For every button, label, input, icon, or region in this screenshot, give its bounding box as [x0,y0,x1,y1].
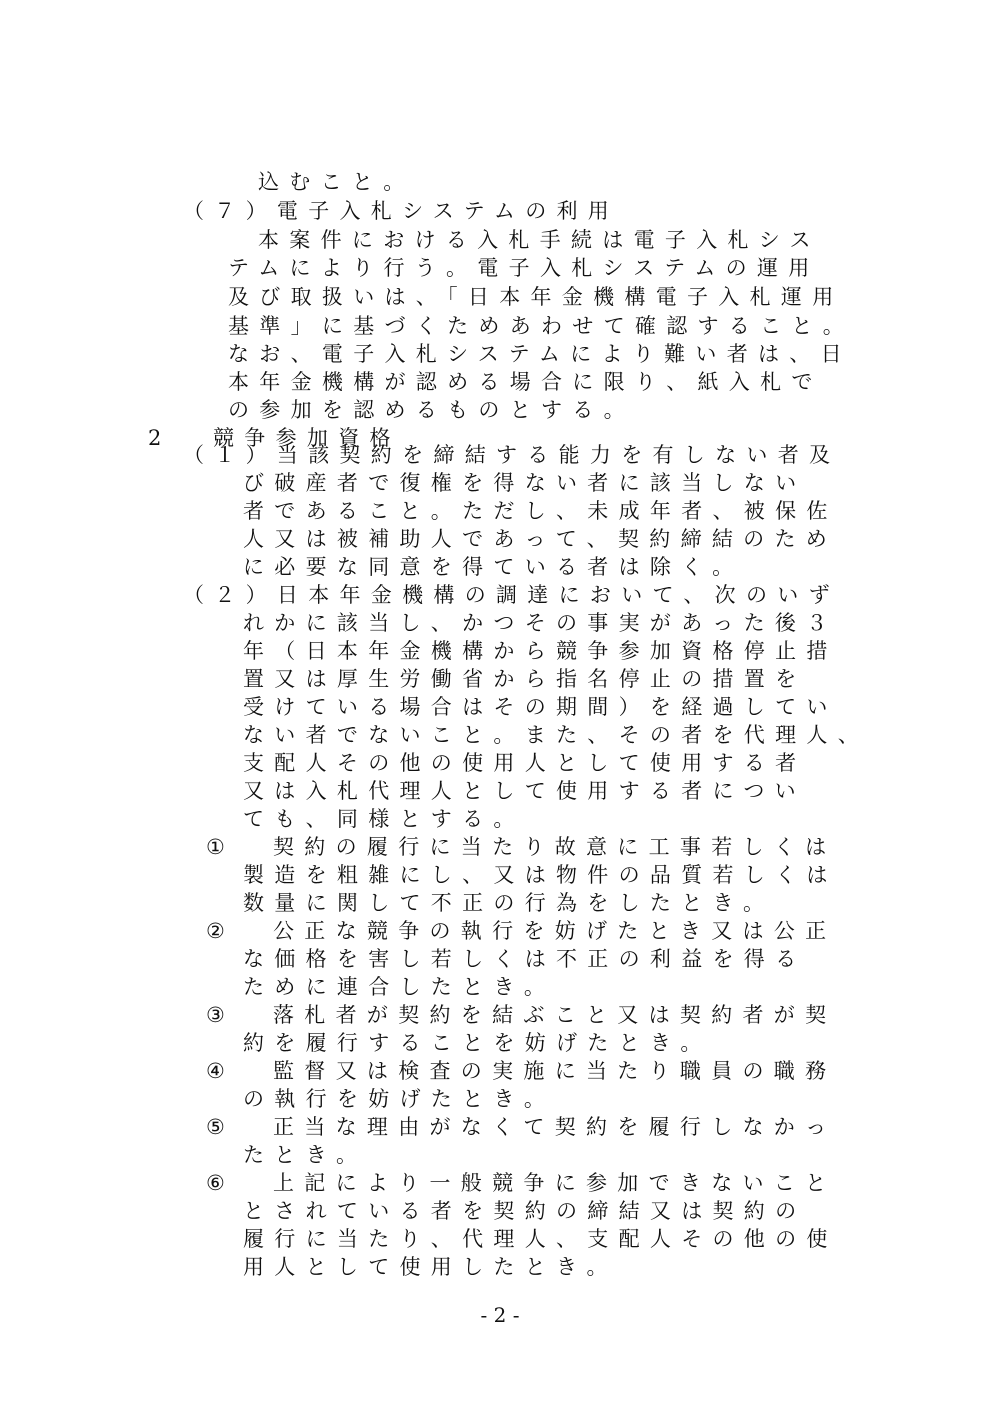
text-line: の参加を認めるものとする。 [228,398,635,422]
text-line: 契約の履行に当たり故意に工事若しくは [273,835,837,859]
text-line: たとき。 [243,1143,368,1167]
page-number: - 2 - [480,1303,520,1327]
item-marker-1: ① [206,835,225,859]
text-line: な価格を害し若しくは不正の利益を得る [243,947,807,971]
text-line: 又は入札代理人として使用する者につい [243,779,806,803]
text-line: 本案件における入札手続は電子入札シス [258,228,821,252]
text-line: 本年金機構が認める場合に限り、紙入札で [228,370,823,394]
subsection-heading-7: （７）電子入札システムの利用 [183,199,620,223]
section-heading: 競争参加資格 [213,426,401,450]
text-line: 用人として使用したとき。 [243,1255,618,1279]
section-number: 2 [148,426,162,450]
text-line: 監督又は検査の実施に当たり職員の職務 [273,1059,837,1083]
text-line: に必要な同意を得ている者は除く。 [243,555,744,579]
text-line: 及び取扱いは、「日本年金機構電子入札運用 [228,285,844,309]
item-marker-4: ④ [206,1059,225,1083]
text-line: 受けている場合はその期間）を経過してい [243,695,838,719]
item-marker-2: ② [206,919,225,943]
text-line: ために連合したとき。 [243,975,556,999]
subsection-heading-2: （２）日本年金機構の調達において、次のいず [183,583,840,607]
text-line: とされている者を契約の締結又は契約の [243,1199,807,1223]
text-line: なお、電子入札システムにより難い者は、日 [228,342,852,366]
text-line: 置又は厚生労働省から指名停止の措置を [243,667,807,691]
item-marker-3: ③ [206,1003,225,1027]
text-line: 数量に関して不正の行為をしたとき。 [243,891,775,915]
text-line: 正当な理由がなくて契約を履行しなかっ [273,1115,837,1139]
text-line: 支配人その他の使用人として使用する者 [243,751,807,775]
text-line: 者であること。ただし、未成年者、被保佐 [243,499,838,523]
text-line: 落札者が契約を結ぶこと又は契約者が契 [273,1003,837,1027]
text-line: れかに該当し、かつその事実があった後３ [243,611,838,635]
text-line: 公正な競争の執行を妨げたとき又は公正 [273,919,837,943]
text-line: 年（日本年金機構から競争参加資格停止措 [243,639,838,663]
text-line: び破産者で復権を得ない者に該当しない [243,471,807,495]
text-line: ない者でないこと。また、その者を代理人、 [243,723,869,747]
text-line: ても、同様とする。 [243,807,525,831]
item-marker-5: ⑤ [206,1115,225,1139]
item-marker-6: ⑥ [206,1171,225,1195]
text-line: の執行を妨げたとき。 [243,1087,556,1111]
text-line: 約を履行することを妨げたとき。 [243,1031,712,1055]
subsection-heading-1: （１）当該契約を締結する能力を有しない者及 [183,443,841,467]
text-line: 基準」に基づくためあわせて確認すること。 [228,314,854,338]
text-line: 込むこと。 [258,170,415,194]
text-line: テムにより行う。電子入札システムの運用 [228,256,820,280]
text-line: 人又は被補助人であって、契約締結のため [243,527,838,551]
text-line: 履行に当たり、代理人、支配人その他の使 [243,1227,838,1251]
text-line: 製造を粗雑にし、又は物件の品質若しくは [243,863,838,887]
text-line: 上記により一般競争に参加できないこと [273,1171,837,1195]
